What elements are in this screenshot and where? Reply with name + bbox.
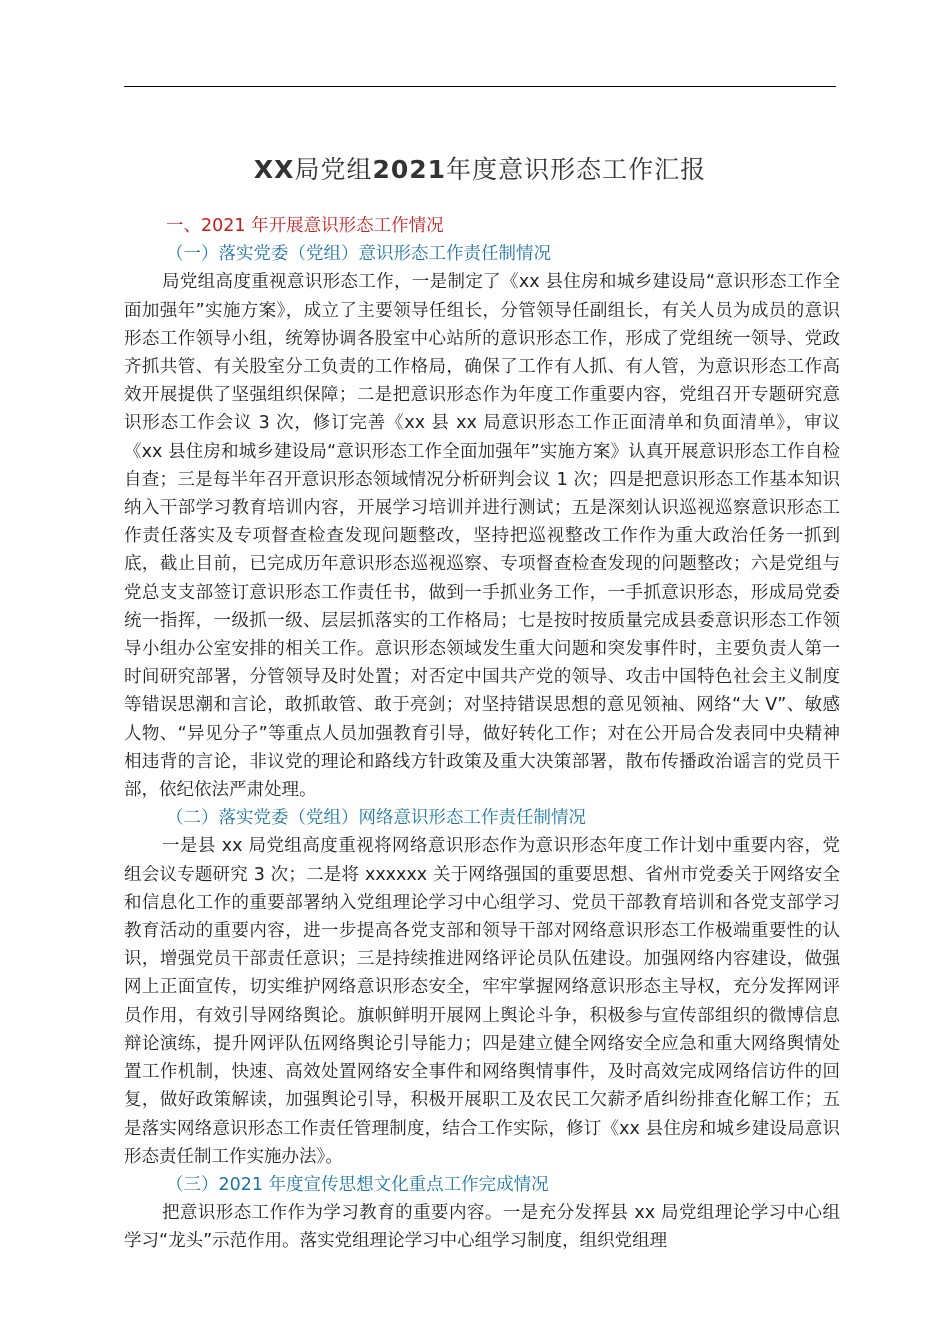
document-title	[124, 150, 836, 190]
section-paragraph-2: 一是县 xx 局党组高度重视将网络意识形态作为意识形态年度工作计划中重要内容，党组会议专题研究 3 次；二是将 xxxxxx 关于网络强国的重要思想、省州市党委关于网络安全和信息化工作的重要部署纳入党组理论学习中心组学习、党员干部教育培训和各党支部学习教育活动的重要内容，进一步提高各党支部和领导干部对网络意识形态工作极端重要性的认识，增强党员干部责任意识；三是持续推进网络评论员队伍建设。加强网络内容建设，做强网上正面宣传，切实维护网络意识形态安全，牢牢掌握网络意识形态主导权，充分发挥网评员作用，有效引导网络舆论。旗帜鲜明开展网上舆论斗争，积极参与宣传部组织的微博信息辩论演练，提升网评队伍网络舆论引导能力；四是建立健全网络安全应急和重大网络舆情处置工作机制，快速、高效处置网络安全事件和网络舆情事件，及时高效完成网络信访件的回复，做好政策解读，加强舆论引导，积极开展职工及农民工欠薪矛盾纠纷排查化解工作；五是落实网络意识形态工作责任管理制度，结合工作实际，修订《xx 县住房和城乡建设局意识形态责任制工作实施办法》。	[124, 836, 840, 1167]
document-body	[124, 212, 840, 1256]
header-rule	[124, 86, 836, 87]
section-paragraph-1: 局党组高度重视意识形态工作，一是制定了《xx 县住房和城乡建设局“意识形态工作全面加强年”实施方案》，成立了主要领导任组长，分管领导任副组长，有关人员为成员的意识形态工作领导小组，统筹协调各股室中心站所的意识形态工作，形成了党组统一领导、党政齐抓共管、有关股室分工负责的工作格局，确保了工作有人抓、有人管，为意识形态工作高效开展提供了坚强组织保障；二是把意识形态作为年度工作重要内容，党组召开专题研究意识形态工作会议 3 次，修订完善《xx 县 xx 局意识形态工作正面清单和负面清单》，审议《xx 县住房和城乡建设局“意识形态工作全面加强年”实施方案》认真开展意识形态工作自检自查；三是每半年召开意识形态领域情况分析研判会议 1 次；四是把意识形态工作基本知识纳入干部学习教育培训内容，开展学习培训并进行测试；五是深刻认识巡视巡察意识形态工作责任落实及专项督查检查发现问题整改，坚持把巡视整改工作作为重大政治任务一抓到底，截止目前，已完成历年意识形态巡视巡察、专项督查检查发现的问题整改；六是党组与党总支支部签订意识形态工作责任书，做到一手抓业务工作，一手抓意识形态，形成局党委统一指挥，一级抓一级、层层抓落实的工作格局；七是按时按质量完成县委意识形态工作领导小组办公室安排的相关工作。意识形态领域发生重大问题和突发事件时，主要负责人第一时间研究部署，分管领导及时处置；对否定中国共产党的领导、攻击中国特色社会主义制度等错误思潮和言论，敢抓敢管、敢于亮剑；对坚持错误思想的意见领袖、网络“大 V”、敏感人物、“异见分子”等重点人员加强教育引导，做好转化工作；对在公开局合发表同中央精神相违背的言论，非议党的理论和路线方针政策及重大决策部署，散布传播政治谣言的党员干部，依纪依法严肃处理。	[124, 272, 840, 801]
section-paragraph-3: 把意识形态工作作为学习教育的重要内容。一是充分发挥县 xx 局党组理论学习中心组学习“龙头”示范作用。落实党组理论学习中心组学习制度，组织党组理	[124, 1203, 840, 1252]
section-heading-level1: 一、2021 年开展意识形态工作情况	[166, 216, 444, 236]
section-heading-1: （一）落实党委（党组）意识形态工作责任制情况	[166, 244, 551, 265]
section-heading-2: （二）落实党委（党组）网络意识形态工作责任制情况	[166, 808, 586, 829]
title-rest: 年度意识形态工作汇报	[446, 155, 707, 184]
title-year: 2021	[372, 155, 447, 184]
title-prefix: XX	[253, 155, 295, 184]
section-heading-3: （三）2021 年度宣传思想文化重点工作完成情况	[166, 1174, 549, 1195]
title-mid: 局党组	[294, 155, 373, 184]
